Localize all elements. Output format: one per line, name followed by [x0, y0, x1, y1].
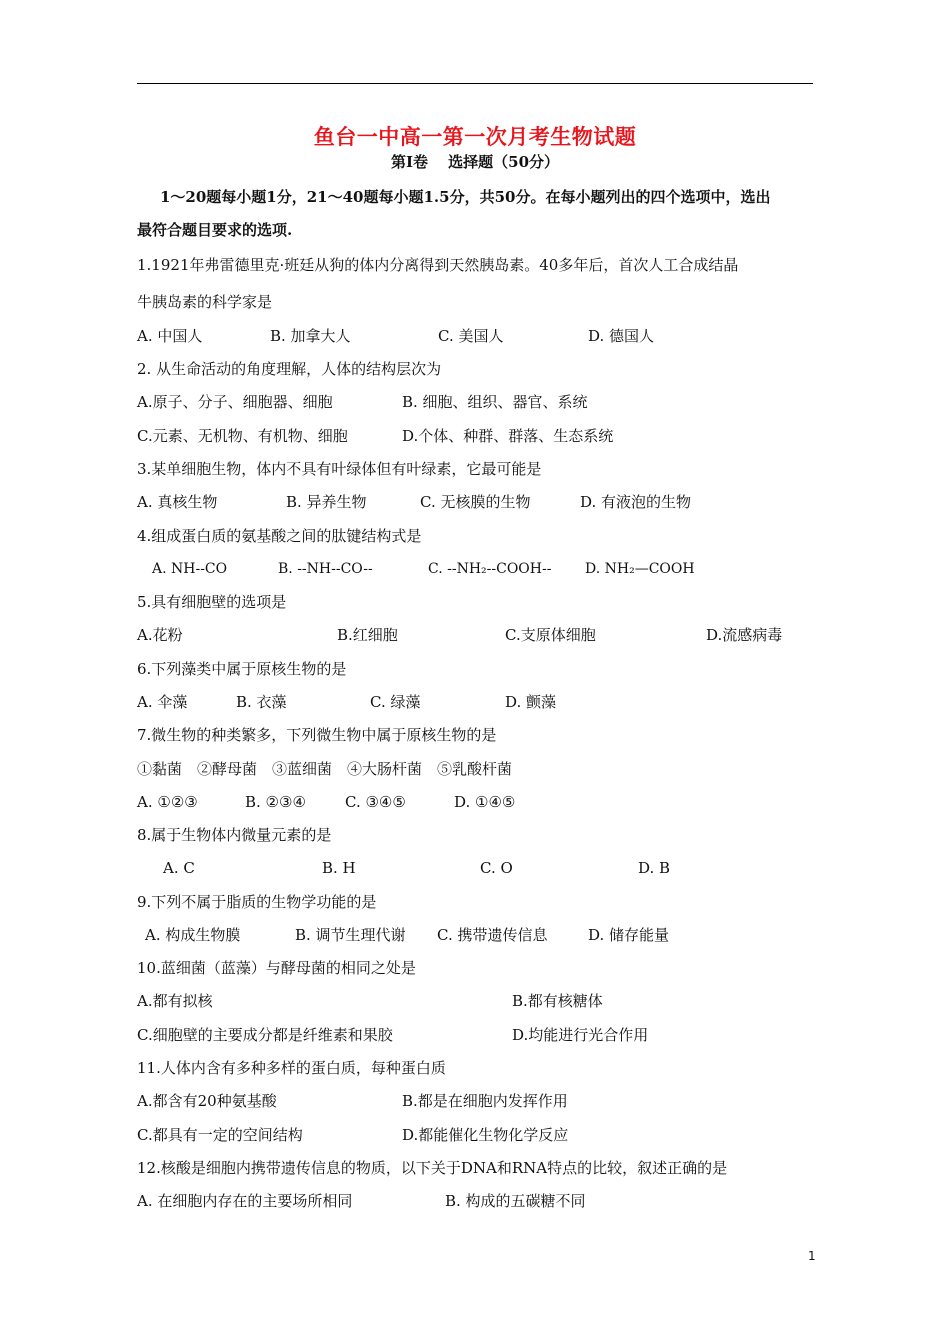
option-c: C.细胞壁的主要成分都是纤维素和果胶 — [137, 1026, 393, 1044]
option-a: A.花粉 — [137, 626, 183, 644]
option-b: B.都是在细胞内发挥作用 — [402, 1092, 568, 1110]
instructions-line-2: 最符合题目要求的选项. — [137, 221, 293, 239]
option-b: B. --NH--CO-- — [278, 561, 373, 577]
question-stem: 3.某单细胞生物，体内不具有叶绿体但有叶绿素，它最可能是 — [137, 460, 542, 478]
option-a: A.原子、分子、细胞器、细胞 — [137, 393, 333, 411]
question-stem: 9.下列不属于脂质的生物学功能的是 — [137, 893, 377, 911]
option-a: A. 真核生物 — [137, 493, 218, 511]
option-d: D.个体、种群、群落、生态系统 — [402, 427, 614, 445]
option-b: B.都有核糖体 — [512, 992, 603, 1010]
option-d: D. B — [638, 859, 671, 877]
option-a: A. 在细胞内存在的主要场所相同 — [137, 1192, 353, 1210]
question-stem: ①黏菌 ②酵母菌 ③蓝细菌 ④大肠杆菌 ⑤乳酸杆菌 — [137, 760, 513, 778]
option-c: C. ③④⑤ — [345, 793, 406, 811]
option-d: D. ①④⑤ — [454, 793, 516, 811]
question-stem: 4.组成蛋白质的氨基酸之间的肽键结构式是 — [137, 527, 422, 545]
question-stem: 11.人体内含有多种多样的蛋白质，每种蛋白质 — [137, 1059, 446, 1077]
option-b: B. 细胞、组织、器官、系统 — [402, 393, 588, 411]
option-d: D.流感病毒 — [706, 626, 783, 644]
option-d: D. 德国人 — [588, 327, 655, 345]
question-stem: 5.具有细胞壁的选项是 — [137, 593, 287, 611]
option-b: B. 异养生物 — [286, 493, 367, 511]
option-d: D. 颤藻 — [505, 693, 557, 711]
question-stem: 6.下列藻类中属于原核生物的是 — [137, 660, 347, 678]
option-c: C. 无核膜的生物 — [420, 493, 531, 511]
question-stem: 10.蓝细菌（蓝藻）与酵母菌的相同之处是 — [137, 959, 416, 977]
option-c: C. 美国人 — [438, 327, 504, 345]
option-a: A. NH--CO — [152, 561, 228, 577]
option-b: B. H — [322, 859, 356, 877]
question-stem: 8.属于生物体内微量元素的是 — [137, 826, 332, 844]
question-stem: 2. 从生命活动的角度理解，人体的结构层次为 — [137, 360, 442, 378]
option-d: D. 有液泡的生物 — [580, 493, 692, 511]
option-a: A. 伞藻 — [137, 693, 188, 711]
section-subtitle: 第Ⅰ卷 选择题（50分） — [390, 153, 560, 171]
option-c: C. --NH₂--COOH-- — [428, 561, 552, 577]
question-stem: 7.微生物的种类繁多，下列微生物中属于原核生物的是 — [137, 726, 497, 744]
option-b: B.红细胞 — [337, 626, 398, 644]
option-c: C.都具有一定的空间结构 — [137, 1126, 303, 1144]
option-a: A.都有拟核 — [137, 992, 213, 1010]
option-b: B. 衣藻 — [236, 693, 287, 711]
option-c: C. 绿藻 — [370, 693, 421, 711]
option-c: C.元素、无机物、有机物、细胞 — [137, 427, 348, 445]
option-c: C. O — [480, 859, 513, 877]
option-c: C. 携带遗传信息 — [437, 926, 548, 944]
option-d: D.均能进行光合作用 — [512, 1026, 649, 1044]
option-c: C.支原体细胞 — [505, 626, 596, 644]
page-number: 1 — [808, 1249, 816, 1263]
option-b: B. 加拿大人 — [270, 327, 351, 345]
option-a: A. 构成生物膜 — [145, 926, 241, 944]
option-a: A. 中国人 — [137, 327, 203, 345]
option-d: D.都能催化生物化学反应 — [402, 1126, 569, 1144]
option-a: A. ①②③ — [137, 793, 198, 811]
instructions-line-1: 1～20题每小题1分，21～40题每小题1.5分，共50分。在每小题列出的四个选项中，选出 — [160, 188, 771, 206]
question-stem: 12.核酸是细胞内携带遗传信息的物质，以下关于DNA和RNA特点的比较，叙述正确的是 — [137, 1159, 728, 1177]
exam-title: 鱼台一中高一第一次月考生物试题 — [313, 124, 637, 149]
option-d: D. 储存能量 — [588, 926, 670, 944]
option-b: B. 构成的五碳糖不同 — [445, 1192, 586, 1210]
option-a: A. C — [163, 859, 195, 877]
option-b: B. 调节生理代谢 — [295, 926, 406, 944]
option-a: A.都含有20种氨基酸 — [137, 1092, 277, 1110]
question-stem: 牛胰岛素的科学家是 — [137, 293, 273, 311]
header-rule — [137, 83, 813, 84]
question-stem: 1.1921年弗雷德里克·班廷从狗的体内分离得到天然胰岛素。40多年后，首次人工合成结晶 — [137, 256, 739, 274]
option-b: B. ②③④ — [245, 793, 306, 811]
option-d: D. NH₂—COOH — [585, 561, 695, 577]
